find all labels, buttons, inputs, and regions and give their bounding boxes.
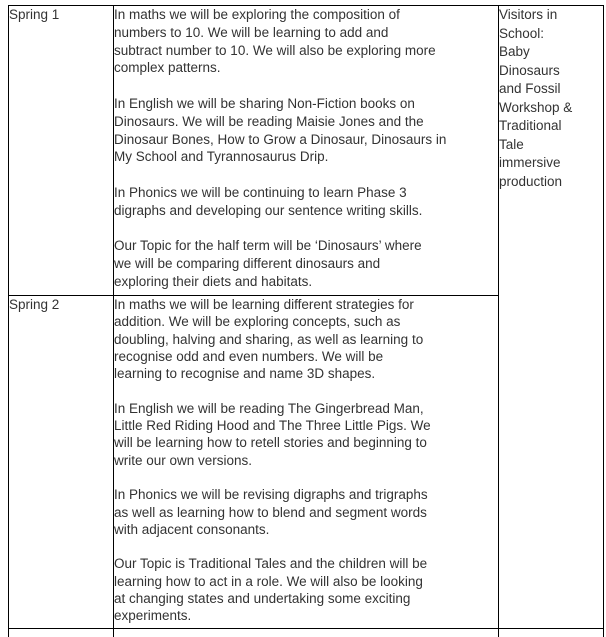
description-cell-partial	[114, 629, 499, 637]
description-cell-spring-2: In maths we will be learning different strategies for addition. We will be exploring concepts, such as doubling, halving and sharing, as well as learning to recognise odd and even numbers. We will be learning to recognise and name 3D shapes. In English we will be reading The Gingerbread Man, Little Red Riding Hood and The Three Little Pigs. We will be learning how to retell stories and beginning to write our own versions. In Phonics we will be revising digraphs and trigraphs as well as learning how to blend and segment words with adjacent consonants. Our Topic is Traditional Tales and the children will be learning how to act in a role. We will also be looking at changing states and undertaking some exciting experiments.	[114, 296, 499, 629]
term-label-spring-1: Spring 1	[9, 6, 114, 296]
table-row-spring-1	[9, 6, 604, 296]
curriculum-table	[8, 5, 604, 637]
description-cell-spring-1: In maths we will be exploring the composition of numbers to 10. We will be learning to add and subtract number to 10. We will also be exploring more complex patterns. In English we will be sharing Non-Fiction books on Dinosaurs. We will be reading Maisie Jones and the Dinosaur Bones, How to Grow a Dinosaur, Dinosaurs in My School and Tyrannosaurus Drip. In Phonics we will be continuing to learn Phase 3 digraphs and developing our sentence writing skills. Our Topic for the half term will be ‘Dinosaurs’ where we will be comparing different dinosaurs and exploring their diets and habitats.	[114, 6, 499, 296]
term-label-partial	[9, 629, 114, 637]
table-row-partial	[9, 629, 604, 637]
visitors-note-cell: Visitors in School: Baby Dinosaurs and Fossil Workshop & Traditional Tale immersive production	[499, 6, 604, 629]
side-cell-partial	[499, 629, 604, 637]
term-label-spring-2: Spring 2	[9, 296, 114, 629]
